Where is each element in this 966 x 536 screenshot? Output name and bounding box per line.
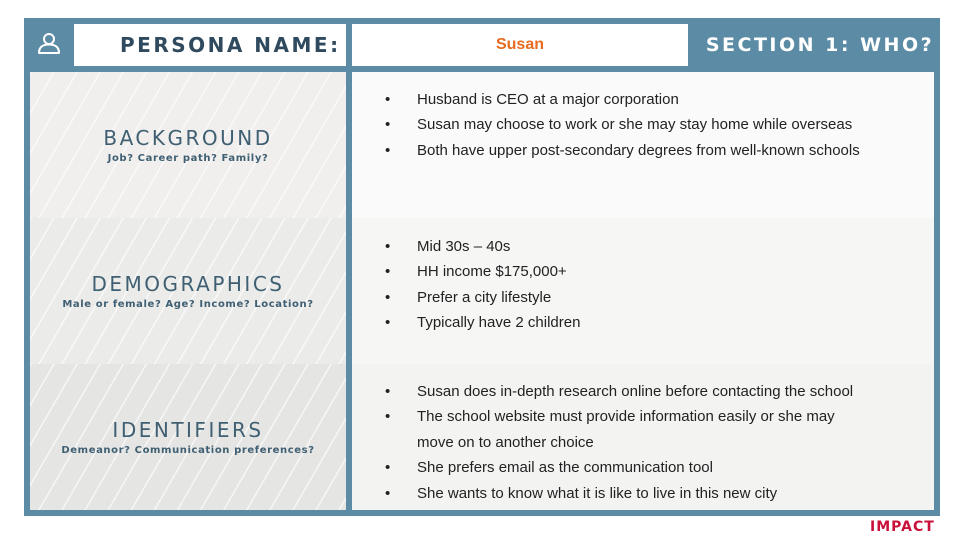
category-title: IDENTIFIERS xyxy=(112,418,264,442)
persona-name-label-box xyxy=(74,24,346,66)
category-background xyxy=(30,72,346,218)
demographics-bullet-list xyxy=(352,234,934,336)
section-title: SECTION 1: WHO? xyxy=(705,34,935,56)
category-column xyxy=(30,72,346,510)
category-title: BACKGROUND xyxy=(103,126,273,150)
details-background xyxy=(352,72,934,218)
bullet-item: • HH income $175,000+ xyxy=(352,259,934,284)
bullet-continuation: move on to another choice xyxy=(417,433,594,451)
bullet-item: • The school website must provide information easily or she may xyxy=(352,404,934,429)
background-bullet-list xyxy=(352,87,934,163)
bullet-item: • She prefers email as the communication tool xyxy=(352,455,934,480)
category-subtitle: Job? Career path? Family? xyxy=(107,153,269,164)
user-icon xyxy=(24,18,74,68)
category-subtitle: Male or female? Age? Income? Location? xyxy=(62,299,314,310)
bullet-item: • Susan may choose to work or she may stay home while overseas xyxy=(352,112,934,137)
persona-name-label: PERSONA NAME: xyxy=(120,33,341,57)
category-demographics xyxy=(30,218,346,364)
bullet-item: • Husband is CEO at a major corporation xyxy=(352,87,934,112)
bullet-item: • Susan does in-depth research online before contacting the school xyxy=(352,379,934,404)
identifiers-bullet-list xyxy=(352,379,934,506)
category-subtitle: Demeanor? Communication preferences? xyxy=(61,445,315,456)
user-icon-graphic xyxy=(37,32,61,54)
category-identifiers xyxy=(30,364,346,510)
persona-name-value: Susan xyxy=(495,36,544,53)
impact-logo: IMPACT xyxy=(870,519,935,535)
details-column xyxy=(352,72,934,510)
persona-name-field[interactable] xyxy=(352,24,688,66)
bullet-item: • Typically have 2 children xyxy=(352,310,934,335)
bullet-item: • She wants to know what it is like to live in this new city xyxy=(352,481,934,506)
category-title: DEMOGRAPHICS xyxy=(91,272,285,296)
bullet-item: • Both have upper post-secondary degrees from well-known schools xyxy=(352,138,934,163)
details-identifiers xyxy=(352,364,934,510)
bullet-item: • Prefer a city lifestyle xyxy=(352,285,934,310)
details-demographics xyxy=(352,218,934,364)
bullet-item: • Mid 30s – 40s xyxy=(352,234,934,259)
